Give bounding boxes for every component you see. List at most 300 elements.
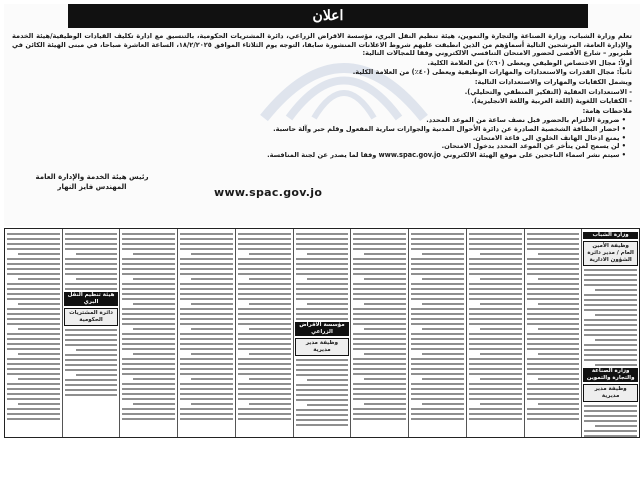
candidate-name-line: [18, 303, 60, 305]
candidate-name-line: [364, 278, 406, 280]
candidate-name-line: [122, 298, 175, 300]
candidate-name-line: [307, 303, 349, 305]
candidate-name-line: [76, 349, 118, 351]
candidate-name-line: [7, 358, 60, 360]
candidate-name-line: [469, 333, 522, 335]
candidate-name-line: [122, 333, 175, 335]
candidate-name-line: [180, 313, 233, 315]
candidate-name-line: [7, 248, 60, 250]
candidate-name-line: [527, 338, 580, 340]
candidate-name-line: [180, 263, 233, 265]
candidate-name-line: [469, 263, 522, 265]
candidate-name-line: [353, 283, 406, 285]
candidate-name-line: [296, 414, 349, 416]
candidate-name-line: [180, 338, 233, 340]
candidate-name-line: [7, 338, 60, 340]
candidate-name-line: [191, 378, 233, 380]
candidate-name-line: [527, 283, 580, 285]
candidate-name-line: [191, 403, 233, 405]
candidate-name-line: [469, 323, 522, 325]
announcement-notice: [4, 4, 640, 226]
candidate-name-line: [65, 334, 118, 336]
candidate-name-line: [238, 368, 291, 370]
candidate-name-line: [469, 273, 522, 275]
candidate-name-line: [469, 243, 522, 245]
candidate-name-line: [180, 323, 233, 325]
candidate-name-line: [296, 409, 349, 411]
candidate-name-line: [411, 338, 464, 340]
candidate-name-line: [469, 233, 522, 235]
position-header: وظيفة مدير مديرية: [295, 338, 350, 356]
candidate-name-line: [584, 415, 637, 417]
candidate-name-line: [122, 308, 175, 310]
candidate-name-line: [411, 333, 464, 335]
candidate-name-line: [238, 263, 291, 265]
notice-note-text: لن يسمح لمن يتأخر عن الموعد المحدد بدخول الامتحان.: [441, 142, 620, 151]
candidate-name-line: [307, 253, 349, 255]
candidate-name-line: [584, 344, 637, 346]
candidate-name-line: [538, 378, 580, 380]
candidate-name-line: [538, 328, 580, 330]
candidate-name-line: [7, 283, 60, 285]
candidate-name-line: [65, 283, 118, 285]
candidate-name-line: [296, 248, 349, 250]
candidate-name-line: [65, 273, 118, 275]
candidate-name-line: [122, 348, 175, 350]
candidate-name-line: [180, 358, 233, 360]
candidate-name-line: [584, 420, 637, 422]
candidate-name-line: [411, 268, 464, 270]
candidate-name-line: [469, 293, 522, 295]
candidate-name-line: [527, 263, 580, 265]
candidate-name-line: [238, 373, 291, 375]
candidate-name-line: [65, 379, 118, 381]
candidate-name-line: [249, 253, 291, 255]
candidate-name-line: [353, 318, 406, 320]
candidate-name-line: [122, 368, 175, 370]
candidate-name-line: [296, 243, 349, 245]
candidate-name-line: [133, 378, 175, 380]
position-header: دائرة المشتريات الحكومية: [64, 308, 119, 326]
notice-note-3: • يمنع ادخال الهاتف الخلوي الى قاعة الامتحان.: [472, 133, 626, 142]
candidate-name-line: [353, 383, 406, 385]
candidate-name-line: [469, 398, 522, 400]
candidate-name-line: [469, 288, 522, 290]
candidate-name-line: [469, 338, 522, 340]
candidate-name-line: [411, 318, 464, 320]
candidate-name-line: [296, 263, 349, 265]
candidate-name-line: [122, 398, 175, 400]
candidate-name-line: [411, 418, 464, 420]
department-header: هيئة تنظيم النقل البري: [64, 292, 119, 306]
candidate-name-line: [480, 353, 522, 355]
notice-paragraph-5: - الكفايات اللغوية (اللغة العربية واللغة الانجليزية).: [471, 97, 632, 106]
candidate-name-line: [122, 393, 175, 395]
candidate-name-line: [527, 343, 580, 345]
table-column: [581, 229, 639, 437]
candidate-name-line: [122, 258, 175, 260]
signature-name: المهندس فايز النهار: [57, 183, 127, 191]
candidate-name-line: [7, 413, 60, 415]
notice-note-2: • احضار البطاقة الشخصية الصادرة عن دائرة الأحوال المدنية والجوازات سارية المفعول وقلم حبر وآلة حاسبة.: [273, 124, 626, 133]
candidate-name-line: [180, 288, 233, 290]
candidate-name-line: [238, 288, 291, 290]
candidate-name-line: [180, 343, 233, 345]
candidate-name-line: [7, 298, 60, 300]
candidate-name-line: [469, 348, 522, 350]
candidate-name-line: [122, 273, 175, 275]
website-url: www.spac.gov.jo: [214, 186, 323, 199]
candidate-name-line: [7, 363, 60, 365]
candidate-name-line: [122, 413, 175, 415]
candidate-name-line: [527, 248, 580, 250]
candidate-name-line: [353, 288, 406, 290]
candidate-name-line: [469, 238, 522, 240]
candidate-name-line: [238, 268, 291, 270]
candidate-name-line: [7, 288, 60, 290]
candidate-name-line: [527, 393, 580, 395]
candidate-name-line: [65, 384, 118, 386]
candidate-name-line: [584, 324, 637, 326]
candidate-name-line: [249, 328, 291, 330]
candidate-name-line: [411, 388, 464, 390]
candidate-name-line: [296, 298, 349, 300]
candidate-name-line: [584, 319, 637, 321]
candidate-name-line: [296, 293, 349, 295]
candidate-name-line: [65, 329, 118, 331]
candidate-name-line: [7, 263, 60, 265]
notice-note-text: احضار البطاقة الشخصية الصادرة عن دائرة الأحوال المدنية والجوازات سارية المفعول وقلم حبر وآلة حاسبة.: [273, 124, 620, 133]
candidate-name-line: [238, 318, 291, 320]
candidate-name-line: [296, 318, 349, 320]
candidate-name-line: [353, 258, 406, 260]
candidate-name-line: [411, 243, 464, 245]
candidate-name-line: [249, 378, 291, 380]
candidate-name-line: [180, 233, 233, 235]
candidate-name-line: [296, 419, 349, 421]
candidate-name-line: [7, 383, 60, 385]
candidate-name-line: [411, 398, 464, 400]
candidates-table: [4, 228, 640, 438]
candidate-name-line: [238, 333, 291, 335]
candidate-name-line: [180, 418, 233, 420]
candidate-name-line: [411, 293, 464, 295]
candidate-name-line: [527, 288, 580, 290]
candidate-name-line: [65, 394, 118, 396]
department-header: مؤسسة الاقراض الزراعي: [295, 322, 350, 336]
candidate-name-line: [122, 338, 175, 340]
candidate-name-line: [122, 263, 175, 265]
candidate-name-line: [411, 373, 464, 375]
candidate-name-line: [584, 329, 637, 331]
candidate-name-line: [296, 374, 349, 376]
candidate-name-line: [122, 318, 175, 320]
candidate-name-line: [180, 398, 233, 400]
candidate-name-line: [353, 408, 406, 410]
candidate-name-line: [122, 418, 175, 420]
notice-note-text: سيتم نشر اسماء الناجحين على موقع الهيئة الالكتروني www.spac.gov.jo وفقا لما يصدر عن لجنة المنافسة.: [267, 150, 620, 159]
candidate-name-line: [238, 283, 291, 285]
candidate-name-line: [584, 410, 637, 412]
candidate-name-line: [180, 298, 233, 300]
candidate-name-line: [238, 293, 291, 295]
candidate-name-line: [364, 353, 406, 355]
candidate-name-line: [527, 238, 580, 240]
candidate-name-line: [411, 248, 464, 250]
candidate-name-line: [180, 393, 233, 395]
notice-paragraph-2: ثانياً: مجال القدرات والاستعدادات والمهارات الوظيفية ويعطى (٤٠٪) من العلامة الكلية.: [352, 68, 632, 77]
candidate-name-line: [527, 243, 580, 245]
candidate-name-line: [595, 314, 637, 316]
candidate-name-line: [7, 348, 60, 350]
candidate-name-line: [422, 353, 464, 355]
candidate-name-line: [469, 313, 522, 315]
candidate-name-line: [595, 364, 637, 366]
candidate-name-line: [7, 323, 60, 325]
candidate-name-line: [122, 363, 175, 365]
candidate-name-line: [584, 334, 637, 336]
table-column: [235, 229, 293, 437]
candidate-name-line: [538, 353, 580, 355]
notice-note-text: يمنع ادخال الهاتف الخلوي الى قاعة الامتحان.: [472, 133, 620, 142]
candidate-name-line: [584, 354, 637, 356]
candidate-name-line: [422, 328, 464, 330]
candidate-name-line: [180, 368, 233, 370]
candidate-name-line: [180, 383, 233, 385]
candidate-name-line: [180, 373, 233, 375]
candidate-name-line: [538, 303, 580, 305]
candidate-name-line: [122, 233, 175, 235]
candidate-name-line: [180, 408, 233, 410]
candidate-name-line: [65, 339, 118, 341]
candidate-name-line: [353, 313, 406, 315]
candidate-name-line: [469, 268, 522, 270]
candidate-name-line: [238, 413, 291, 415]
candidate-name-line: [527, 258, 580, 260]
candidate-name-line: [238, 343, 291, 345]
candidate-name-line: [480, 278, 522, 280]
candidate-name-line: [191, 303, 233, 305]
candidate-name-line: [353, 393, 406, 395]
candidate-name-line: [411, 308, 464, 310]
candidate-name-line: [411, 263, 464, 265]
candidate-name-line: [527, 418, 580, 420]
candidate-name-line: [122, 283, 175, 285]
candidate-name-line: [122, 238, 175, 240]
candidate-name-line: [7, 273, 60, 275]
candidate-name-line: [411, 408, 464, 410]
candidate-name-line: [7, 293, 60, 295]
candidate-name-line: [296, 308, 349, 310]
candidate-name-line: [238, 383, 291, 385]
candidate-name-line: [411, 383, 464, 385]
candidate-name-line: [249, 353, 291, 355]
candidate-name-line: [527, 268, 580, 270]
candidate-name-line: [296, 268, 349, 270]
candidate-name-line: [180, 293, 233, 295]
candidate-name-line: [469, 418, 522, 420]
candidate-name-line: [18, 253, 60, 255]
candidate-name-line: [18, 353, 60, 355]
candidate-name-line: [353, 273, 406, 275]
candidate-name-line: [584, 269, 637, 271]
candidate-name-line: [180, 388, 233, 390]
candidate-name-line: [538, 278, 580, 280]
candidate-name-line: [238, 388, 291, 390]
candidate-name-line: [469, 283, 522, 285]
department-header: وزارة الشباب: [583, 232, 638, 239]
candidate-name-line: [364, 378, 406, 380]
candidate-name-line: [527, 363, 580, 365]
candidate-name-line: [296, 399, 349, 401]
candidate-name-line: [353, 388, 406, 390]
blank-margin: [0, 440, 644, 480]
candidate-name-line: [7, 398, 60, 400]
candidate-name-line: [296, 233, 349, 235]
candidate-name-line: [133, 278, 175, 280]
candidate-name-line: [469, 318, 522, 320]
candidate-name-line: [469, 258, 522, 260]
candidate-name-line: [527, 318, 580, 320]
candidate-name-line: [122, 373, 175, 375]
department-header: وزارة الصناعة والتجارة والتموين: [583, 368, 638, 382]
candidate-name-line: [7, 313, 60, 315]
candidate-name-line: [238, 258, 291, 260]
candidate-name-line: [411, 258, 464, 260]
candidate-name-line: [180, 308, 233, 310]
candidate-name-line: [469, 383, 522, 385]
candidate-name-line: [18, 278, 60, 280]
candidate-name-line: [353, 348, 406, 350]
candidate-name-line: [65, 233, 118, 235]
candidate-name-line: [307, 404, 349, 406]
notice-note-4: • لن يسمح لمن يتأخر عن الموعد المحدد بدخول الامتحان.: [441, 142, 626, 151]
candidate-name-line: [411, 368, 464, 370]
candidate-name-line: [180, 258, 233, 260]
candidate-name-line: [180, 413, 233, 415]
candidate-name-line: [353, 333, 406, 335]
candidate-name-line: [7, 233, 60, 235]
candidate-name-line: [364, 328, 406, 330]
candidate-name-line: [65, 359, 118, 361]
candidate-name-line: [180, 363, 233, 365]
candidate-name-line: [353, 268, 406, 270]
candidate-name-line: [527, 313, 580, 315]
candidate-name-line: [122, 323, 175, 325]
candidate-name-line: [122, 293, 175, 295]
candidate-name-line: [480, 328, 522, 330]
candidate-name-line: [538, 403, 580, 405]
candidate-name-line: [122, 268, 175, 270]
candidate-name-line: [238, 273, 291, 275]
candidate-name-line: [296, 283, 349, 285]
candidate-name-line: [65, 288, 118, 290]
candidate-name-line: [76, 278, 118, 280]
candidate-name-line: [133, 403, 175, 405]
candidate-name-line: [353, 298, 406, 300]
candidate-name-line: [296, 258, 349, 260]
candidate-name-line: [584, 294, 637, 296]
candidate-name-line: [527, 413, 580, 415]
candidate-name-line: [7, 388, 60, 390]
candidate-name-line: [180, 318, 233, 320]
candidate-name-line: [65, 344, 118, 346]
candidate-name-line: [65, 364, 118, 366]
candidate-name-line: [469, 408, 522, 410]
candidate-name-line: [411, 343, 464, 345]
candidate-name-line: [65, 354, 118, 356]
candidate-name-line: [411, 298, 464, 300]
candidate-name-line: [249, 403, 291, 405]
candidate-name-line: [7, 393, 60, 395]
candidate-name-line: [422, 253, 464, 255]
candidate-name-line: [353, 363, 406, 365]
candidate-name-line: [422, 378, 464, 380]
signature-title: رئيس هيئة الخدمة والإدارة العامة: [35, 173, 149, 181]
candidate-name-line: [480, 403, 522, 405]
candidate-name-line: [133, 253, 175, 255]
notice-note-1: • ضرورة الالتزام بالحضور قبل نصف ساعة من الموعد المحدد.: [426, 116, 626, 125]
candidate-name-line: [238, 398, 291, 400]
candidate-name-line: [469, 298, 522, 300]
candidate-name-line: [238, 358, 291, 360]
candidate-name-line: [411, 313, 464, 315]
candidate-name-line: [296, 313, 349, 315]
table-column: [293, 229, 351, 437]
candidate-name-line: [353, 308, 406, 310]
candidate-name-line: [527, 233, 580, 235]
candidate-name-line: [353, 398, 406, 400]
candidate-name-line: [353, 418, 406, 420]
candidate-name-line: [238, 323, 291, 325]
candidate-name-line: [353, 263, 406, 265]
candidate-name-line: [584, 284, 637, 286]
candidate-name-line: [122, 408, 175, 410]
candidate-name-line: [18, 378, 60, 380]
candidate-name-line: [65, 369, 118, 371]
candidate-name-line: [307, 278, 349, 280]
candidate-name-line: [527, 373, 580, 375]
candidate-name-line: [411, 358, 464, 360]
candidate-name-line: [353, 323, 406, 325]
candidate-name-line: [584, 435, 637, 437]
candidate-name-line: [180, 333, 233, 335]
candidate-name-line: [353, 243, 406, 245]
candidate-name-line: [411, 363, 464, 365]
candidate-name-line: [353, 358, 406, 360]
candidate-name-line: [238, 408, 291, 410]
notice-paragraph-intro: تعلم وزارة الشباب، وزارة الصناعة والتجارة والتموين، هيئة تنظيم النقل البري، مؤسسة الاقراض الزراعي، دائرة المشتريات الحكومية، بالتنسيق مع ادارة تكليف القيادات الوظيفية/هيئة الخدمة والإدارة العامة، المرشحين التالية أسماؤهم من الذين انطبقت عليهم شروط الاعلانات المنشورة سابقا، التوجه يوم الثلاثاء الموافق ١٨/٢/٢٠٢٥، الساعة العاشرة صباحا، في مبنى الهيئة الكائن في طبربور – شارع الأقصى لحضور الامتحان التنافسي الالكتروني وفقا للمجالات التالية:: [12, 32, 632, 58]
candidate-name-line: [122, 243, 175, 245]
candidate-name-line: [238, 393, 291, 395]
candidate-name-line: [180, 283, 233, 285]
candidate-name-line: [469, 358, 522, 360]
candidate-name-line: [191, 253, 233, 255]
candidate-name-line: [7, 268, 60, 270]
candidate-name-line: [353, 368, 406, 370]
candidate-name-line: [527, 368, 580, 370]
candidate-name-line: [191, 353, 233, 355]
candidate-name-line: [7, 333, 60, 335]
candidate-name-line: [480, 253, 522, 255]
candidate-name-line: [65, 258, 118, 260]
candidate-name-line: [238, 298, 291, 300]
candidate-name-line: [584, 349, 637, 351]
table-column: [350, 229, 408, 437]
candidate-name-line: [7, 308, 60, 310]
candidate-name-line: [65, 248, 118, 250]
candidate-name-line: [584, 430, 637, 432]
